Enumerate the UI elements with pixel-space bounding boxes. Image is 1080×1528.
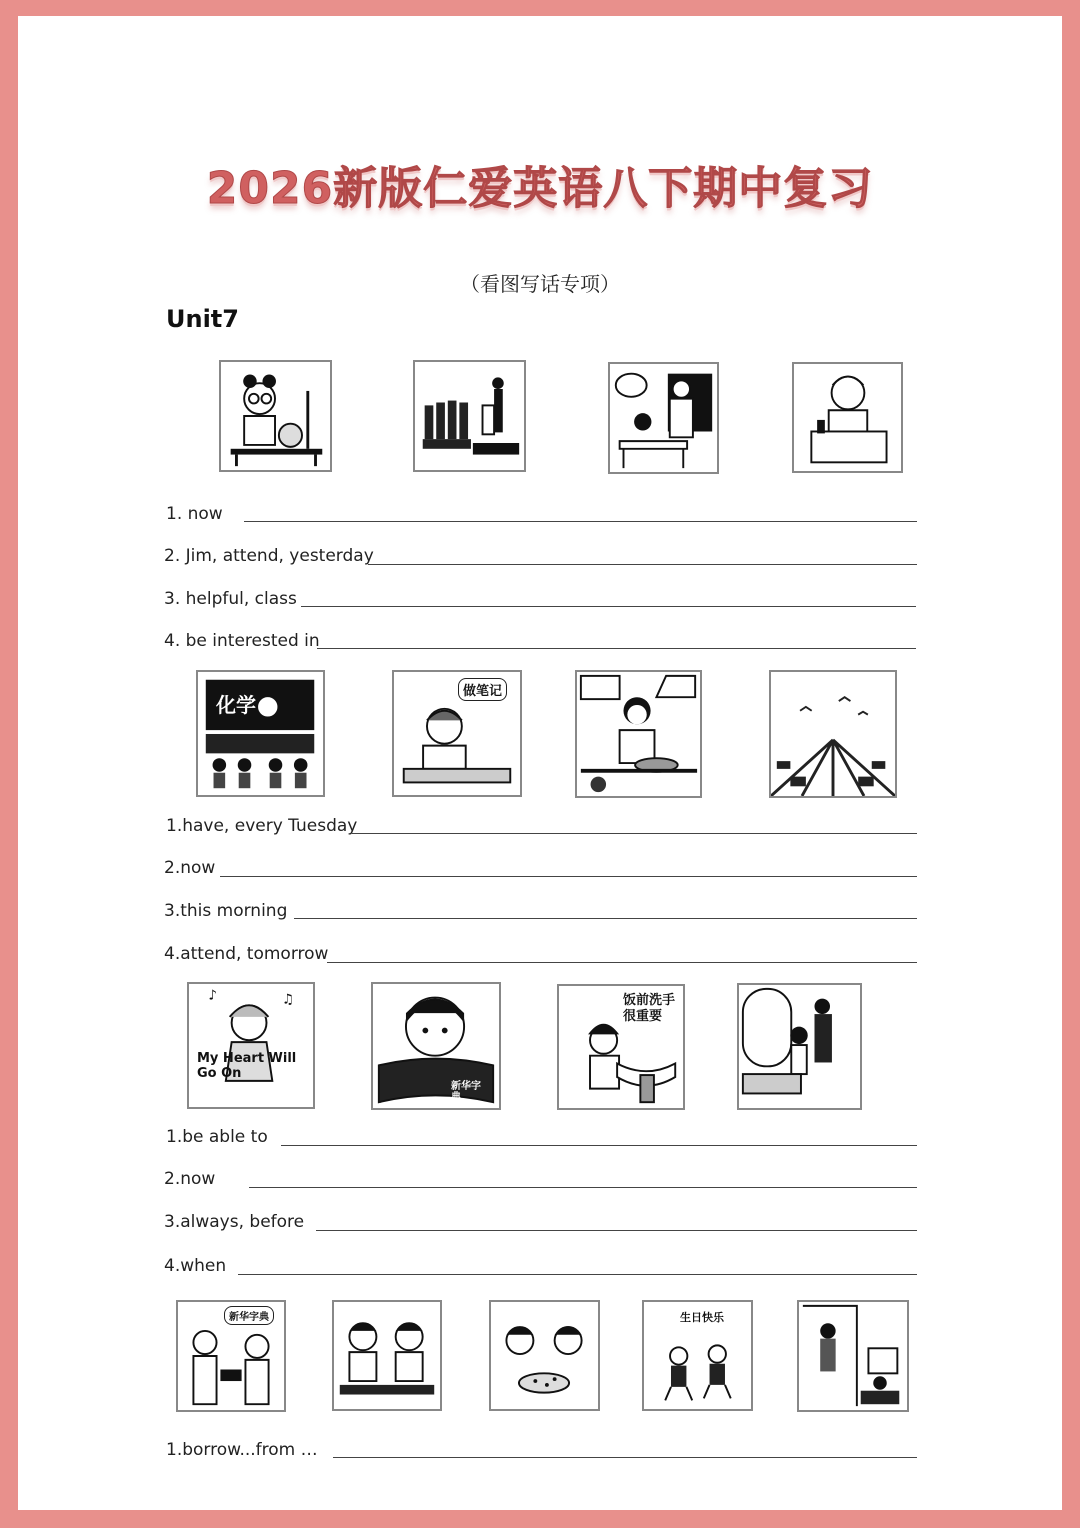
- picture-speaker-at-meeting: [413, 360, 526, 472]
- question-4-1: 1.borrow...from …: [166, 1440, 318, 1460]
- tag-wash-hands: 饭前洗手很重要: [623, 993, 676, 1024]
- answer-line-1-2[interactable]: [368, 564, 917, 565]
- answer-line-3-2[interactable]: [249, 1187, 917, 1188]
- tag-dictionary: 新华字典: [451, 1081, 481, 1103]
- tag-borrow-dictionary: 新华字典: [224, 1306, 274, 1325]
- picture-father-and-girl-at-mirror: [737, 983, 862, 1110]
- picture-birthday-party: [642, 1300, 753, 1411]
- picture-chemistry-class: [196, 670, 325, 797]
- picture-kids-with-pizza: [489, 1300, 600, 1411]
- question-3-4: 4.when: [164, 1256, 227, 1276]
- question-2-1: 1.have, every Tuesday: [166, 816, 358, 836]
- answer-line-3-4[interactable]: [238, 1274, 917, 1275]
- question-1-4: 4. be interested in: [164, 631, 320, 651]
- picture-family-watching-tv: [797, 1300, 909, 1412]
- picture-borrowing-dictionary: [176, 1300, 286, 1412]
- question-2-3: 3.this morning: [164, 901, 288, 921]
- picture-boy-cooking: [792, 362, 903, 473]
- answer-line-3-1[interactable]: [281, 1145, 917, 1146]
- picture-mother-cooking-kitchen: [575, 670, 702, 798]
- tag-take-notes: 做笔记: [458, 678, 507, 701]
- picture-girl-reading-dictionary: [371, 982, 501, 1110]
- answer-line-4-1[interactable]: [333, 1457, 917, 1458]
- question-3-3: 3.always, before: [164, 1212, 305, 1232]
- page-subtitle: （看图写话专项）: [460, 272, 620, 296]
- question-1-3: 3. helpful, class: [164, 589, 297, 609]
- picture-teacher-and-student-classroom: [608, 362, 719, 474]
- picture-boy-taking-notes: [392, 670, 522, 797]
- svg-text:♫: ♫: [281, 991, 295, 1008]
- page-title: 2026新版仁爱英语八下期中复习: [206, 163, 874, 214]
- unit-heading: Unit7: [166, 305, 239, 333]
- picture-girl-singing: [187, 982, 315, 1109]
- answer-line-3-3[interactable]: [316, 1230, 917, 1231]
- question-1-1: 1. now: [166, 504, 223, 524]
- question-1-2: 2. Jim, attend, yesterday: [164, 546, 374, 566]
- tag-chemistry: 化学: [216, 693, 256, 717]
- tag-song-title: My Heart Will Go On: [197, 1051, 297, 1081]
- answer-line-2-4[interactable]: [327, 962, 917, 963]
- question-2-2: 2.now: [164, 858, 216, 878]
- svg-text:♪: ♪: [208, 987, 218, 1004]
- answer-line-2-3[interactable]: [294, 918, 917, 919]
- tag-happy-birthday: 生日快乐: [680, 1311, 724, 1324]
- answer-line-2-1[interactable]: [352, 833, 917, 834]
- picture-farm-field: [769, 670, 897, 798]
- worksheet-page: [18, 16, 1062, 1510]
- picture-girl-washing-hands: [557, 984, 685, 1110]
- picture-two-students-experiment: [332, 1300, 442, 1411]
- answer-line-1-4[interactable]: [317, 648, 916, 649]
- question-3-2: 2.now: [164, 1169, 216, 1189]
- question-2-4: 4.attend, tomorrow: [164, 944, 329, 964]
- picture-girl-chemistry-experiment: [219, 360, 332, 472]
- question-3-1: 1.be able to: [166, 1127, 268, 1147]
- answer-line-1-1[interactable]: [244, 521, 917, 522]
- answer-line-2-2[interactable]: [220, 876, 917, 877]
- answer-line-1-3[interactable]: [301, 606, 916, 607]
